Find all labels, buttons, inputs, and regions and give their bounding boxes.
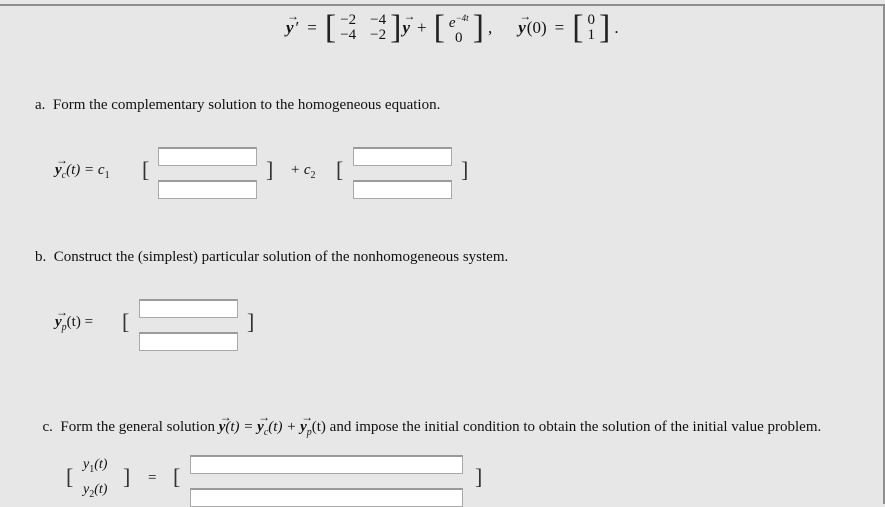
- top-border: [0, 4, 885, 6]
- bracket-right: ]: [123, 464, 131, 489]
- part-a-lhs: [55, 162, 110, 181]
- part-c-prompt: c. Form the general solution → y(t) = → $y_c(t)$ + → $y_p(t)$ and impose the initial condition to obtain the solution of the initial value problem.: [35, 402, 821, 438]
- problem-equation: [286, 8, 619, 48]
- y-vector-ic: → y: [518, 18, 526, 38]
- bracket-left: [: [433, 9, 445, 46]
- equals-sign: =: [554, 18, 565, 37]
- bracket-right: ]: [390, 9, 402, 46]
- bracket-left: [: [572, 9, 584, 46]
- matrix-cell: −4: [370, 12, 387, 28]
- bracket-right: ]: [266, 157, 274, 182]
- y-vector-lhs: → y: [286, 18, 294, 38]
- solution-bottom-input[interactable]: [190, 488, 463, 507]
- subscript-p: p: [61, 322, 67, 333]
- y-vector: → y: [402, 18, 410, 38]
- y1-label: $y_1(t)$: [83, 457, 108, 475]
- yc-vector1-top-input[interactable]: [158, 147, 257, 166]
- yc-vector1-bottom-input[interactable]: [158, 180, 257, 199]
- y-vector: → y: [55, 314, 62, 331]
- yc-vector2-bottom-input[interactable]: [353, 180, 452, 199]
- equals-sign: =: [307, 18, 317, 37]
- bracket-right: ]: [599, 9, 611, 46]
- bracket-left: [: [142, 157, 150, 182]
- bracket-left: [: [173, 464, 181, 489]
- yp-bottom-input[interactable]: [139, 332, 238, 351]
- initial-vector: [588, 13, 596, 43]
- period: .: [614, 18, 619, 37]
- bracket-right: ]: [472, 9, 484, 46]
- part-b-lhs: [55, 314, 93, 333]
- lhs-argument: (t) = c: [66, 162, 105, 178]
- plus-sign: +: [417, 18, 427, 37]
- y2-label: $y_2(t)$: [83, 482, 108, 500]
- yp-top-input[interactable]: [139, 299, 238, 318]
- ic-entry: 0: [587, 12, 596, 28]
- bracket-right: ]: [247, 309, 255, 334]
- lhs-argument: (t) =: [66, 314, 94, 330]
- forcing-entry: $e^{-4t}$: [448, 12, 469, 31]
- bracket-left: [: [66, 464, 74, 489]
- comma: ,: [488, 18, 493, 37]
- yc-vector2-top-input[interactable]: [353, 147, 452, 166]
- ic-entry: 1: [587, 27, 596, 43]
- subscript-1: 1: [104, 170, 110, 181]
- bracket-right: ]: [475, 464, 483, 489]
- bracket-left: [: [122, 309, 130, 334]
- part-a-prompt: a. Form the complementary solution to the homogeneous equation.: [35, 97, 441, 113]
- matrix-cell: −4: [340, 27, 357, 43]
- bracket-right: ]: [461, 157, 469, 182]
- part-b-prompt: b. Construct the (simplest) particular solution of the nonhomogeneous system.: [35, 249, 509, 265]
- matrix-cell: −2: [370, 27, 387, 43]
- plus-c2: + $c_2$: [290, 162, 316, 181]
- y-vector: → y: [55, 162, 62, 179]
- subscript-c: c: [61, 170, 67, 181]
- equals-sign: =: [148, 470, 157, 486]
- bracket-left: [: [324, 9, 337, 46]
- coefficient-matrix: [340, 13, 386, 43]
- forcing-entry: 0: [455, 29, 463, 46]
- matrix-cell: −2: [340, 12, 357, 28]
- prime-symbol: ′: [295, 18, 300, 37]
- ic-argument: (0): [526, 18, 547, 37]
- bracket-left: [: [336, 157, 344, 182]
- forcing-vector: [449, 11, 469, 46]
- solution-top-input[interactable]: [190, 455, 463, 474]
